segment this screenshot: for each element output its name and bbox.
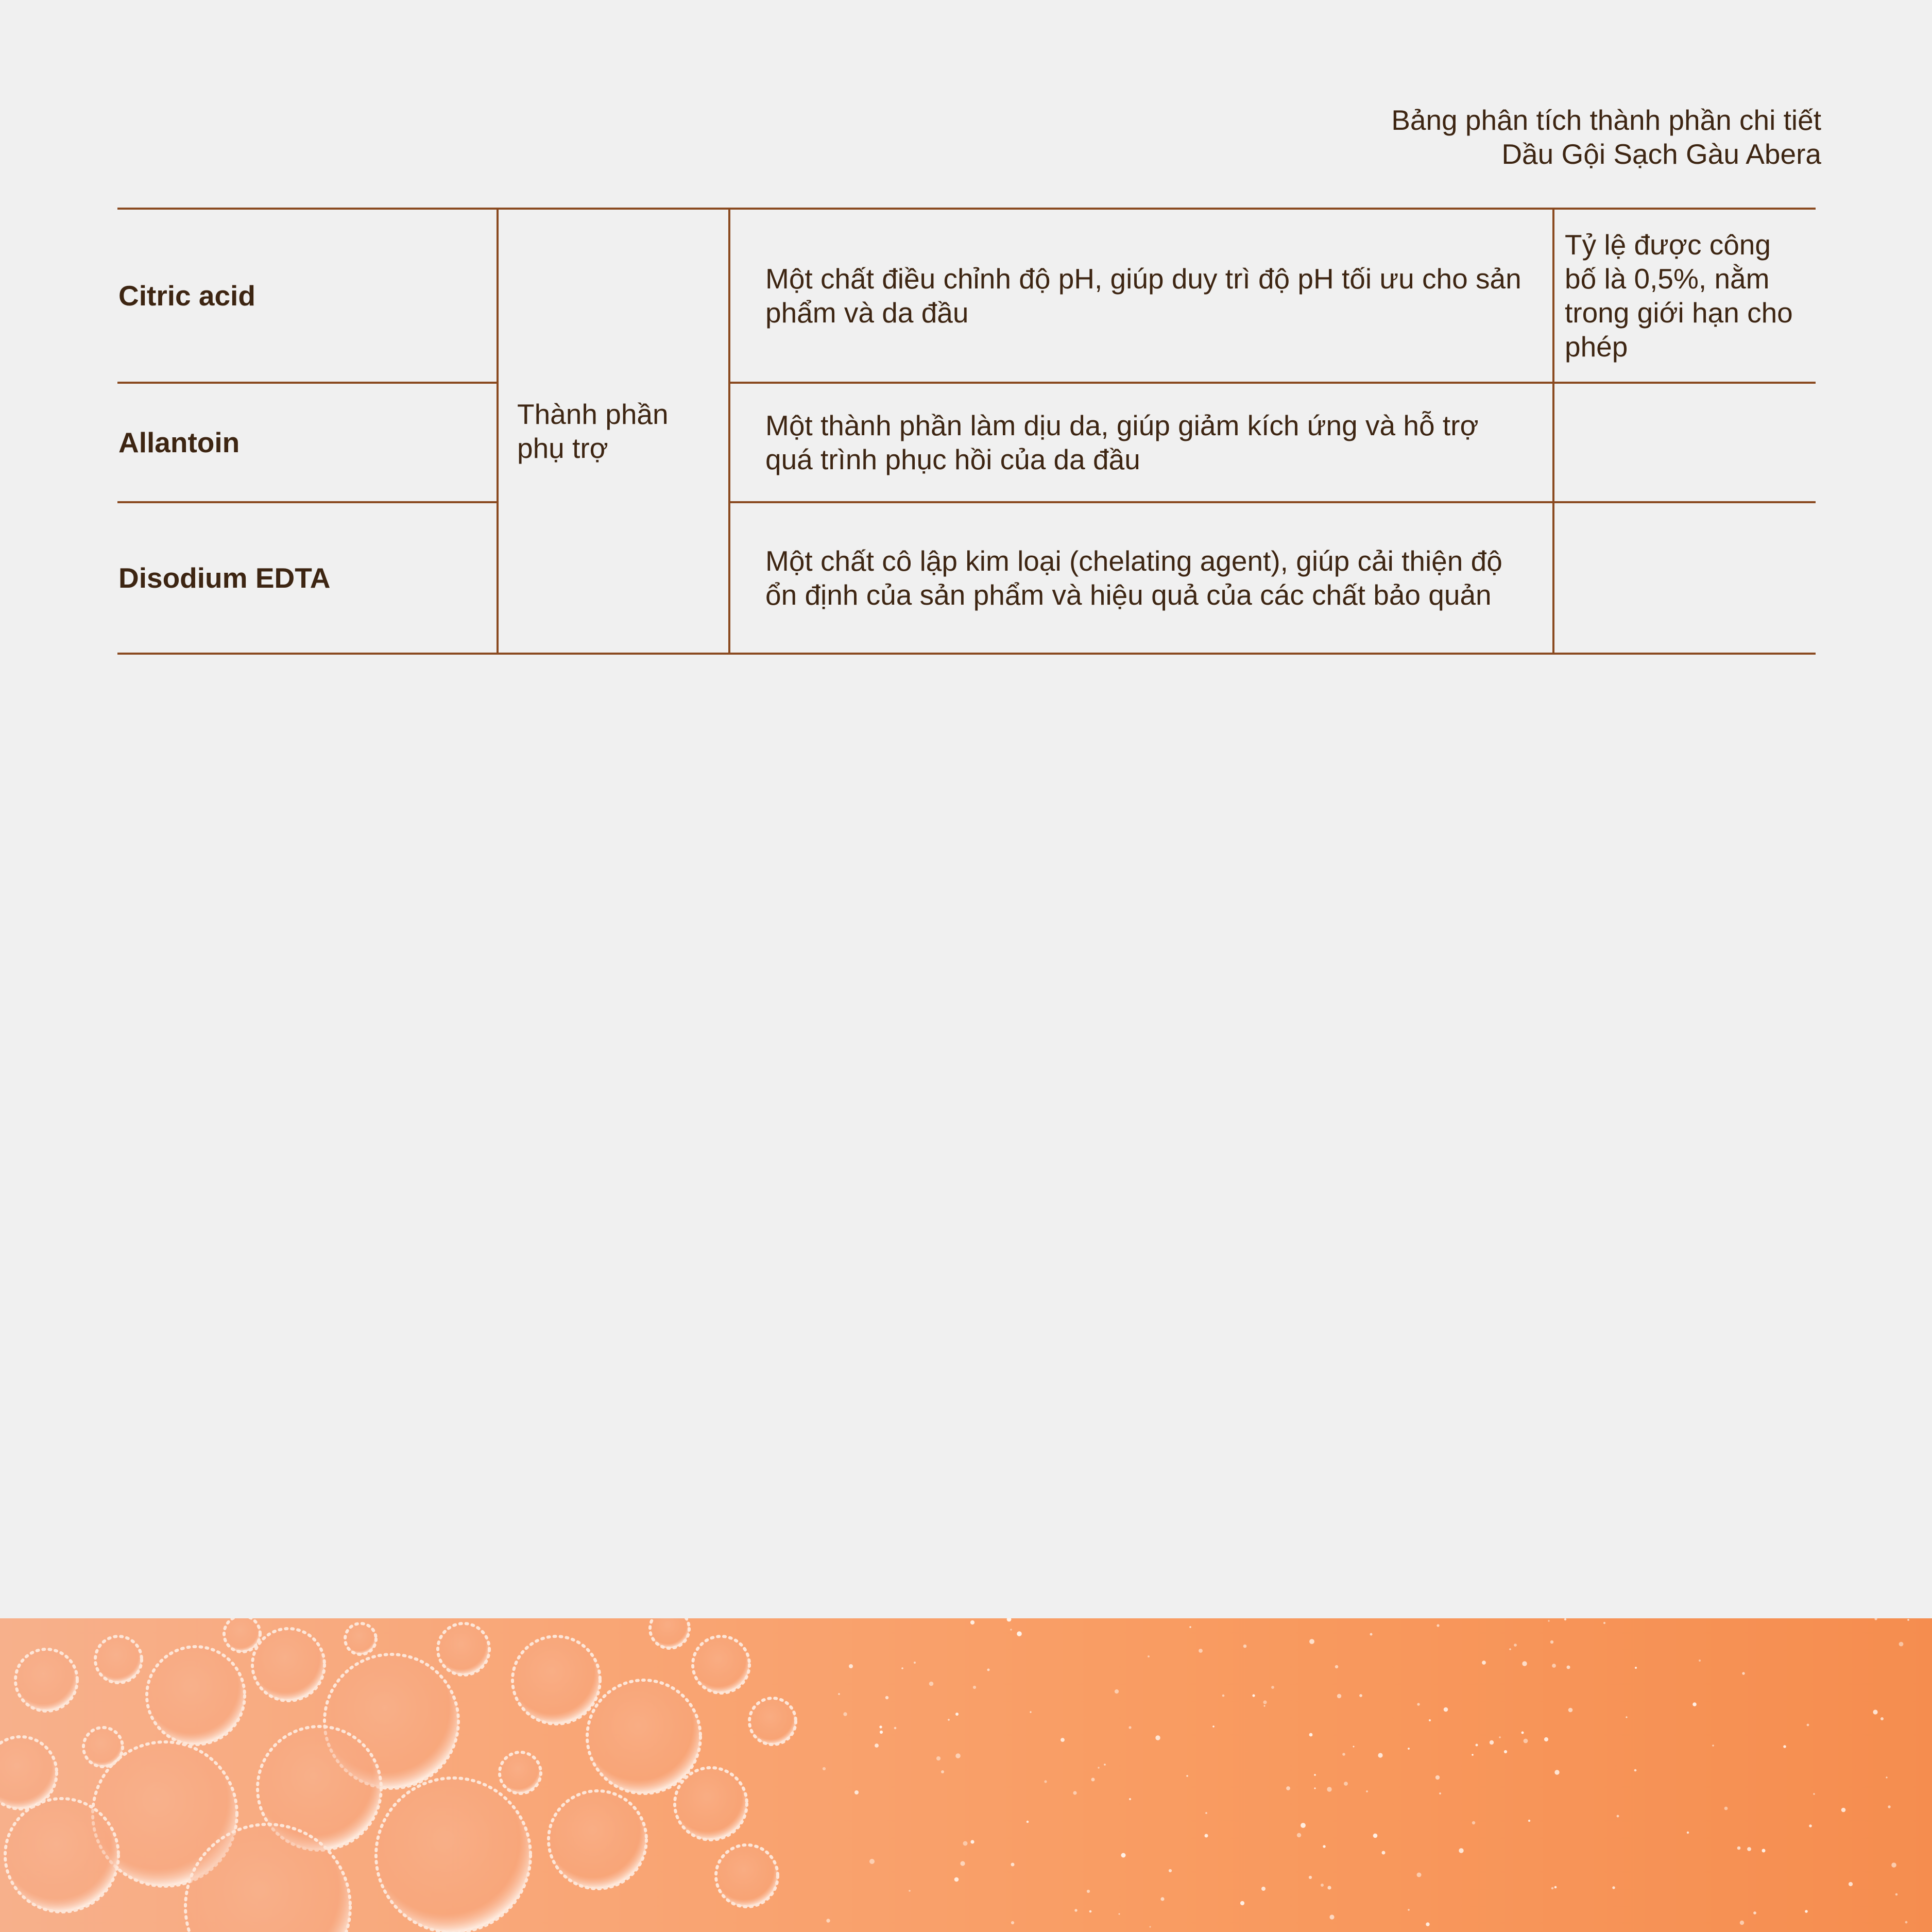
sparkle-dot bbox=[963, 1841, 968, 1846]
sparkle-dot bbox=[1899, 1642, 1904, 1647]
bubble-shape bbox=[345, 1623, 376, 1654]
sparkle-dot bbox=[1476, 1744, 1478, 1747]
ingredient-description: Một chất điều chỉnh độ pH, giúp duy trì độ pH tối ưu cho sản phẩm và da đầu bbox=[729, 209, 1553, 383]
table-row bbox=[117, 502, 1816, 654]
sparkle-dot bbox=[1687, 1832, 1689, 1834]
sparkle-dot bbox=[1499, 1736, 1501, 1738]
sparkle-dot bbox=[1344, 1782, 1348, 1786]
sparkle-dot bbox=[875, 1743, 879, 1748]
sparkle-dot bbox=[1552, 1664, 1556, 1668]
bubble-shape bbox=[716, 1845, 778, 1907]
sparkle-dot bbox=[1504, 1750, 1507, 1753]
sparkle-dot bbox=[1417, 1703, 1420, 1705]
sparkle-dot bbox=[1783, 1745, 1786, 1748]
sparkle-dot bbox=[885, 1696, 888, 1699]
document-header bbox=[1100, 103, 1821, 171]
sparkle-dot bbox=[1522, 1661, 1527, 1666]
sparkle-dot bbox=[914, 1662, 916, 1664]
sparkle-dot bbox=[1521, 1732, 1524, 1734]
sparkle-dot bbox=[1087, 1890, 1090, 1893]
sparkle-dot bbox=[1886, 1776, 1887, 1778]
header-title: Bảng phân tích thành phần chi tiết bbox=[1391, 104, 1821, 136]
sparkle-dot bbox=[1408, 1748, 1410, 1750]
sparkle-dot bbox=[1169, 1869, 1172, 1872]
sparkle-dot bbox=[1011, 1921, 1014, 1924]
bubbles-decoration bbox=[0, 1618, 1932, 1932]
sparkle-dot bbox=[1805, 1910, 1808, 1913]
sparkle-dot bbox=[1353, 1746, 1355, 1748]
sparkle-dot bbox=[869, 1859, 875, 1864]
sparkle-dot bbox=[1309, 1639, 1314, 1644]
sparkle-dot bbox=[1612, 1886, 1615, 1889]
sparkle-dot bbox=[1482, 1661, 1486, 1665]
sparkle-dot bbox=[1509, 1648, 1511, 1650]
ingredient-name: Citric acid bbox=[117, 209, 498, 383]
sparkle-dot bbox=[1366, 1790, 1368, 1792]
sparkle-dot bbox=[1342, 1753, 1345, 1756]
ingredient-name: Allantoin bbox=[117, 383, 498, 502]
header-product-name: Dầu Gội Sạch Gàu Abera bbox=[1501, 138, 1821, 170]
sparkle-dot bbox=[1205, 1834, 1208, 1838]
sparkle-dot bbox=[1329, 1914, 1334, 1919]
ingredient-name: Disodium EDTA bbox=[117, 502, 498, 654]
sparkle-dot bbox=[1129, 1726, 1131, 1729]
sparkle-dot bbox=[1189, 1626, 1191, 1628]
bubble-shape bbox=[500, 1752, 541, 1793]
sparkle-dot bbox=[1524, 1739, 1528, 1743]
bubble-shape bbox=[512, 1636, 600, 1724]
ingredient-description: Một thành phần làm dịu da, giúp giảm kích ứng và hỗ trợ quá trình phục hồi của da đầu bbox=[729, 383, 1553, 502]
sparkle-dot bbox=[941, 1770, 944, 1773]
sparkle-dot bbox=[1888, 1805, 1890, 1808]
sparkle-dot bbox=[1635, 1667, 1637, 1669]
sparkle-dot bbox=[909, 1890, 911, 1892]
sparkle-dot bbox=[1724, 1807, 1728, 1810]
sparkle-dot bbox=[1459, 1848, 1463, 1853]
sparkle-dot bbox=[849, 1664, 853, 1668]
ingredient-note bbox=[1553, 383, 1816, 502]
sparkle-dot bbox=[1528, 1820, 1530, 1822]
sparkle-dot bbox=[1740, 1921, 1744, 1925]
sparkle-dot bbox=[1514, 1644, 1517, 1647]
sparkle-dot bbox=[1017, 1631, 1022, 1636]
sparkle-dot bbox=[1243, 1645, 1247, 1648]
sparkle-dot bbox=[1309, 1733, 1313, 1737]
sparkle-dot bbox=[1115, 1689, 1119, 1694]
sparkle-dot bbox=[960, 1861, 965, 1866]
sparkle-dot bbox=[1030, 1711, 1031, 1713]
sparkle-dot bbox=[1617, 1815, 1619, 1818]
sparkle-dot bbox=[1314, 1787, 1315, 1789]
ingredient-category: Thành phần phụ trợ bbox=[498, 209, 729, 654]
sparkle-dot bbox=[1841, 1808, 1846, 1813]
bubble-shape bbox=[549, 1791, 646, 1889]
sparkle-dot bbox=[1314, 1774, 1316, 1776]
sparkle-dot bbox=[1373, 1834, 1378, 1838]
sparkle-dot bbox=[1327, 1787, 1331, 1791]
sparkle-dot bbox=[1880, 1717, 1884, 1720]
sparkle-dot bbox=[1907, 1619, 1909, 1621]
sparkle-dot bbox=[1073, 1791, 1076, 1794]
sparkle-dot bbox=[1222, 1695, 1225, 1697]
sparkle-dot bbox=[1297, 1833, 1301, 1837]
sparkle-dot bbox=[1554, 1770, 1559, 1774]
sparkle-dot bbox=[1762, 1849, 1766, 1853]
sparkle-dot bbox=[1567, 1666, 1570, 1669]
sparkle-dot bbox=[901, 1667, 903, 1669]
sparkle-dot bbox=[1010, 1629, 1012, 1631]
sparkle-dot bbox=[1382, 1851, 1386, 1855]
sparkle-dot bbox=[1327, 1886, 1331, 1889]
bubble-shape bbox=[15, 1649, 77, 1711]
sparkle-dot bbox=[1873, 1709, 1877, 1714]
ingredient-description: Một chất cô lập kim loại (chelating agent), giúp cải thiện độ ổn định của sản phẩm và hiệu quả của các chất bảo quản bbox=[729, 502, 1553, 654]
sparkle-dot bbox=[1240, 1901, 1244, 1905]
sparkle-dot bbox=[1074, 1909, 1077, 1911]
sparkle-dot bbox=[1089, 1910, 1092, 1913]
sparkle-dot bbox=[1160, 1897, 1164, 1901]
bubble-shape bbox=[749, 1698, 796, 1745]
sparkle-dot bbox=[1439, 1792, 1441, 1794]
sparkle-dot bbox=[1271, 1686, 1274, 1689]
sparkle-dot bbox=[1121, 1853, 1126, 1858]
sparkle-dot bbox=[1891, 1862, 1896, 1868]
bubble-shape bbox=[83, 1728, 123, 1767]
sparkle-dot bbox=[1378, 1753, 1382, 1757]
bubble-shape bbox=[252, 1629, 324, 1701]
sparkle-dot bbox=[1309, 1876, 1312, 1879]
sparkle-dot bbox=[1044, 1780, 1047, 1783]
sparkle-dot bbox=[1737, 1846, 1741, 1850]
sparkle-dot bbox=[1104, 1764, 1106, 1766]
sparkle-dot bbox=[1417, 1873, 1422, 1877]
sparkle-dot bbox=[1091, 1778, 1095, 1782]
sparkle-dot bbox=[1264, 1705, 1266, 1707]
sparkle-dot bbox=[1155, 1735, 1160, 1740]
sparkle-dot bbox=[1212, 1725, 1215, 1728]
table-row bbox=[117, 383, 1816, 502]
sparkle-dot bbox=[1199, 1649, 1203, 1653]
sparkle-dot bbox=[1321, 1884, 1324, 1887]
sparkle-dot bbox=[955, 1753, 961, 1758]
sparkle-dot bbox=[1813, 1793, 1815, 1795]
sparkle-dot bbox=[1544, 1737, 1548, 1741]
sparkle-dot bbox=[955, 1713, 959, 1716]
bubble-shape bbox=[147, 1647, 245, 1745]
ingredient-table bbox=[117, 208, 1816, 655]
sparkle-dot bbox=[948, 1719, 950, 1721]
sparkle-dot bbox=[1408, 1909, 1410, 1911]
sparkle-dot bbox=[1472, 1821, 1475, 1824]
sparkle-dot bbox=[987, 1669, 990, 1671]
sparkle-dot bbox=[1551, 1887, 1554, 1890]
bubble-shape bbox=[438, 1623, 489, 1675]
sparkle-dot bbox=[1150, 1926, 1151, 1928]
sparkle-dot bbox=[1564, 1618, 1566, 1620]
sparkle-dot bbox=[1027, 1821, 1029, 1823]
sparkle-dot bbox=[1472, 1754, 1474, 1756]
bubble-shape bbox=[95, 1636, 142, 1683]
sparkle-dot bbox=[1603, 1622, 1605, 1624]
sparkle-dot bbox=[1548, 1620, 1549, 1621]
bubble-shape bbox=[675, 1768, 747, 1840]
sparkle-dot bbox=[1807, 1724, 1809, 1726]
ingredient-note bbox=[1553, 502, 1816, 654]
sparkle-dot bbox=[1370, 1633, 1373, 1636]
sparkle-dot bbox=[1634, 1769, 1637, 1772]
sparkle-dot bbox=[1263, 1700, 1267, 1704]
sparkle-dot bbox=[1098, 1767, 1099, 1768]
sparkle-dot bbox=[1323, 1845, 1325, 1848]
sparkle-dot bbox=[1429, 1719, 1431, 1721]
sparkle-dot bbox=[843, 1712, 847, 1716]
bubble-shape bbox=[376, 1778, 531, 1932]
bubble-shape bbox=[650, 1618, 689, 1648]
sparkle-dot bbox=[1061, 1738, 1065, 1742]
sparkle-dot bbox=[1011, 1863, 1015, 1867]
sparkle-dot bbox=[1205, 1812, 1207, 1814]
sparkle-dot bbox=[1490, 1740, 1494, 1745]
sparkle-dot bbox=[823, 1767, 826, 1770]
bubble-shape bbox=[5, 1799, 118, 1912]
sparkle-dot bbox=[1747, 1847, 1751, 1851]
sparkle-dot bbox=[854, 1790, 859, 1794]
sparkle-dot bbox=[929, 1682, 934, 1686]
sparkle-dot bbox=[1554, 1886, 1557, 1889]
bubble-shape bbox=[693, 1636, 749, 1693]
sparkle-dot bbox=[1444, 1707, 1448, 1712]
sparkle-dot bbox=[1874, 1618, 1877, 1620]
ingredient-note: Tỷ lệ được công bố là 0,5%, nằm trong giới hạn cho phép bbox=[1553, 209, 1816, 383]
sparkle-dot bbox=[1905, 1921, 1908, 1924]
sparkle-dot bbox=[838, 1693, 840, 1695]
sparkle-dot bbox=[1712, 1745, 1714, 1747]
sparkle-dot bbox=[973, 1686, 976, 1689]
sparkle-dot bbox=[1809, 1824, 1812, 1827]
sparkle-dot bbox=[1626, 1716, 1627, 1718]
sparkle-dot bbox=[970, 1840, 974, 1843]
sparkle-dot bbox=[1335, 1665, 1338, 1668]
table-row bbox=[117, 209, 1816, 383]
sparkle-dot bbox=[1301, 1823, 1306, 1828]
sparkle-dot bbox=[1699, 1660, 1701, 1662]
bubble-shape bbox=[224, 1618, 260, 1652]
sparkle-dot bbox=[1692, 1702, 1697, 1706]
sparkle-dot bbox=[1426, 1922, 1429, 1926]
bubble-shape bbox=[0, 1737, 57, 1809]
sparkle-dot bbox=[1186, 1775, 1188, 1777]
sparkle-dot bbox=[1568, 1708, 1573, 1713]
sparkle-dot bbox=[1895, 1893, 1898, 1896]
sparkle-dot bbox=[894, 1727, 897, 1730]
sparkle-dot bbox=[936, 1756, 941, 1760]
sparkle-dot bbox=[1435, 1775, 1440, 1780]
sparkle-dot bbox=[1849, 1882, 1853, 1886]
sparkle-dot bbox=[1007, 1618, 1012, 1621]
sparkle-dot bbox=[879, 1725, 882, 1728]
sparkle-dot bbox=[1148, 1655, 1150, 1657]
sparkle-dot bbox=[1437, 1624, 1439, 1627]
sparkle-dot bbox=[1359, 1694, 1362, 1697]
sparkle-dot bbox=[970, 1620, 974, 1625]
bubble-shape bbox=[587, 1680, 700, 1793]
sparkle-dot bbox=[1129, 1798, 1131, 1800]
sparkle-dot bbox=[1286, 1786, 1290, 1790]
sparkle-dot bbox=[1753, 1911, 1756, 1914]
sparkle-dot bbox=[1337, 1694, 1341, 1698]
sparkle-dot bbox=[1252, 1694, 1255, 1697]
sparkle-dot bbox=[1119, 1913, 1120, 1915]
sparkle-dot bbox=[1742, 1672, 1745, 1674]
bubble-texture-band bbox=[0, 1618, 1932, 1932]
sparkle-dot bbox=[1261, 1887, 1266, 1891]
sparkle-dot bbox=[880, 1731, 883, 1734]
sparkle-dot bbox=[1550, 1640, 1553, 1644]
sparkle-dot bbox=[954, 1877, 959, 1882]
sparkle-dot bbox=[826, 1919, 830, 1922]
